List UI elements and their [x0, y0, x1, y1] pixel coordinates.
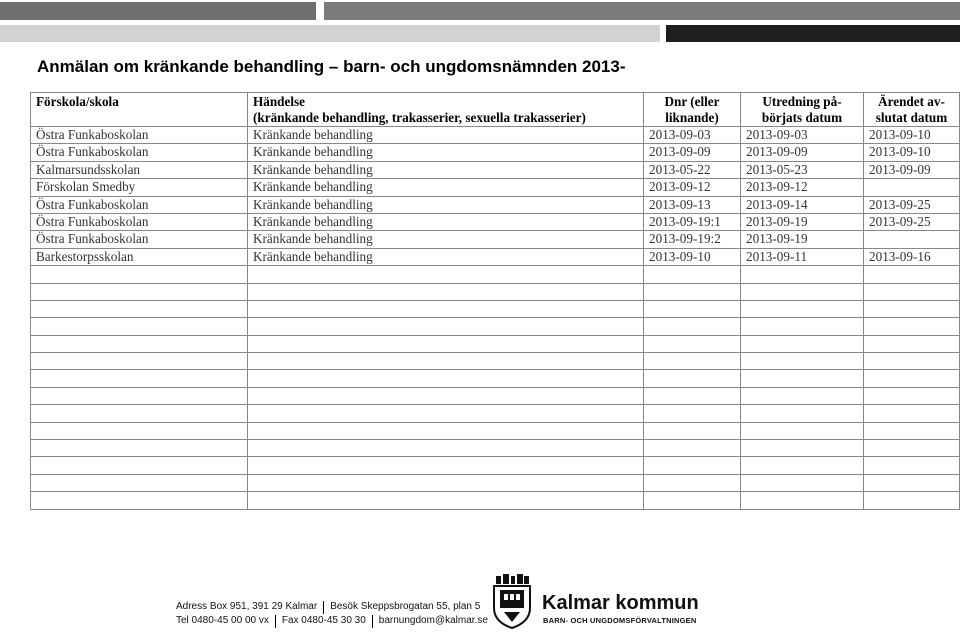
header-bar-segment: [0, 25, 660, 42]
table-row: [31, 144, 960, 161]
cell-case-closed: [864, 231, 960, 248]
table-row: [31, 161, 960, 178]
cell-dnr: [644, 387, 741, 404]
document-header-bars: [0, 0, 960, 44]
cell-case-closed: [864, 179, 960, 196]
header-investigation-started: [741, 93, 864, 127]
cell-event: Kränkande behandling: [248, 179, 644, 196]
table-row: [31, 248, 960, 265]
cell-case-closed: [864, 440, 960, 457]
cell-case-closed: [864, 266, 960, 283]
footer-separator: [275, 615, 276, 628]
cell-event: Kränkande behandling: [248, 144, 644, 161]
cell-school: Förskolan Smedby: [31, 179, 248, 196]
cell-dnr: 2013-09-12: [644, 179, 741, 196]
cell-case-closed: [864, 405, 960, 422]
table-row: [31, 353, 960, 370]
table-row: [31, 196, 960, 213]
header-line: Ärendet av-: [878, 94, 945, 109]
cell-event: [248, 422, 644, 439]
cell-school: [31, 440, 248, 457]
table-row: [31, 231, 960, 248]
incident-register-table: [30, 92, 960, 510]
header-line: börjats datum: [761, 110, 843, 125]
cell-school: [31, 405, 248, 422]
cell-event: Kränkande behandling: [248, 248, 644, 265]
cell-case-closed: [864, 370, 960, 387]
table-row: [31, 387, 960, 404]
table-row: [31, 266, 960, 283]
cell-case-closed: [864, 353, 960, 370]
cell-investigation-started: 2013-09-09: [741, 144, 864, 161]
table-row: [31, 370, 960, 387]
footer-email: barnungdom@kalmar.se: [378, 615, 488, 626]
kalmar-kommun-logo: [490, 572, 710, 630]
header-line: (kränkande behandling, trakasserier, sexuella trakasserier): [253, 110, 586, 125]
cell-case-closed: [864, 283, 960, 300]
footer-separator: [372, 615, 373, 628]
cell-case-closed: [864, 492, 960, 509]
cell-case-closed: 2013-09-25: [864, 196, 960, 213]
cell-event: [248, 440, 644, 457]
cell-dnr: [644, 457, 741, 474]
cell-dnr: [644, 492, 741, 509]
footer-separator: [323, 601, 324, 614]
cell-investigation-started: [741, 405, 864, 422]
cell-case-closed: 2013-09-09: [864, 161, 960, 178]
table-header-row: [31, 93, 960, 127]
cell-school: [31, 266, 248, 283]
cell-event: [248, 457, 644, 474]
table-body: [31, 127, 960, 510]
footer-contact: [176, 600, 488, 628]
cell-investigation-started: [741, 387, 864, 404]
header-event: [248, 93, 644, 127]
cell-dnr: 2013-09-09: [644, 144, 741, 161]
table-row: [31, 283, 960, 300]
header-school: [31, 93, 248, 127]
cell-event: [248, 405, 644, 422]
cell-event: [248, 283, 644, 300]
cell-school: [31, 370, 248, 387]
table-row: [31, 440, 960, 457]
header-bar-segment: [666, 25, 960, 42]
cell-dnr: [644, 283, 741, 300]
cell-event: [248, 370, 644, 387]
cell-case-closed: [864, 387, 960, 404]
table-row: [31, 127, 960, 144]
cell-school: [31, 387, 248, 404]
cell-case-closed: 2013-09-16: [864, 248, 960, 265]
cell-investigation-started: 2013-09-11: [741, 248, 864, 265]
cell-investigation-started: 2013-09-03: [741, 127, 864, 144]
footer-visit-address: Besök Skeppsbrogatan 55, plan 5: [330, 601, 481, 612]
header-line: Händelse: [253, 94, 306, 109]
cell-school: [31, 492, 248, 509]
header-line: Förskola/skola: [36, 94, 119, 109]
cell-event: [248, 300, 644, 317]
header-case-closed: [864, 93, 960, 127]
cell-investigation-started: [741, 353, 864, 370]
cell-investigation-started: [741, 492, 864, 509]
footer-postal-address: Adress Box 951, 391 29 Kalmar: [176, 601, 318, 612]
cell-school: Östra Funkaboskolan: [31, 127, 248, 144]
cell-school: [31, 353, 248, 370]
table-row: [31, 179, 960, 196]
cell-dnr: 2013-09-19:1: [644, 213, 741, 230]
table-row: [31, 457, 960, 474]
cell-school: [31, 335, 248, 352]
header-bar-segment: [324, 2, 960, 20]
table-row: [31, 405, 960, 422]
kalmar-crest-icon: [490, 572, 534, 630]
footer-address-line: [176, 600, 488, 614]
cell-event: [248, 474, 644, 491]
cell-dnr: 2013-09-10: [644, 248, 741, 265]
cell-case-closed: [864, 457, 960, 474]
cell-dnr: [644, 353, 741, 370]
cell-investigation-started: 2013-09-19: [741, 231, 864, 248]
cell-case-closed: [864, 474, 960, 491]
table-row: [31, 213, 960, 230]
cell-school: [31, 474, 248, 491]
table-row: [31, 422, 960, 439]
cell-school: [31, 283, 248, 300]
footer-fax: Fax 0480-45 30 30: [281, 615, 366, 626]
cell-dnr: [644, 474, 741, 491]
cell-investigation-started: [741, 370, 864, 387]
cell-event: Kränkande behandling: [248, 127, 644, 144]
cell-event: Kränkande behandling: [248, 213, 644, 230]
header-line: slutat datum: [875, 110, 948, 125]
cell-event: [248, 353, 644, 370]
cell-investigation-started: 2013-09-14: [741, 196, 864, 213]
cell-case-closed: [864, 318, 960, 335]
cell-dnr: [644, 335, 741, 352]
document-title: Anmälan om kränkande behandling – barn- och ungdomsnämnden 2013-: [37, 57, 626, 76]
cell-dnr: [644, 370, 741, 387]
cell-investigation-started: 2013-09-12: [741, 179, 864, 196]
cell-case-closed: [864, 300, 960, 317]
cell-investigation-started: [741, 318, 864, 335]
cell-school: Östra Funkaboskolan: [31, 196, 248, 213]
header-line: liknande): [665, 110, 719, 125]
cell-investigation-started: 2013-09-19: [741, 213, 864, 230]
table-row: [31, 492, 960, 509]
cell-investigation-started: [741, 440, 864, 457]
cell-dnr: 2013-09-13: [644, 196, 741, 213]
cell-dnr: 2013-05-22: [644, 161, 741, 178]
cell-case-closed: 2013-09-10: [864, 144, 960, 161]
table-row: [31, 474, 960, 491]
cell-school: Östra Funkaboskolan: [31, 213, 248, 230]
cell-case-closed: 2013-09-25: [864, 213, 960, 230]
header-bar-segment: [0, 2, 316, 20]
logo-subtitle: BARN- OCH UNGDOMSFÖRVALTNINGEN: [543, 616, 697, 625]
cell-dnr: [644, 266, 741, 283]
cell-dnr: [644, 422, 741, 439]
header-line: Dnr (eller: [664, 94, 720, 109]
cell-investigation-started: [741, 474, 864, 491]
cell-event: [248, 387, 644, 404]
cell-investigation-started: 2013-05-23: [741, 161, 864, 178]
logo-name: Kalmar kommun: [542, 592, 699, 614]
cell-school: Kalmarsundsskolan: [31, 161, 248, 178]
cell-event: [248, 266, 644, 283]
cell-case-closed: [864, 422, 960, 439]
cell-school: Östra Funkaboskolan: [31, 231, 248, 248]
cell-dnr: [644, 318, 741, 335]
cell-investigation-started: [741, 422, 864, 439]
cell-event: [248, 335, 644, 352]
cell-case-closed: [864, 335, 960, 352]
cell-investigation-started: [741, 335, 864, 352]
cell-dnr: 2013-09-19:2: [644, 231, 741, 248]
cell-event: [248, 318, 644, 335]
cell-event: Kränkande behandling: [248, 161, 644, 178]
cell-school: Barkestorpsskolan: [31, 248, 248, 265]
cell-school: [31, 457, 248, 474]
cell-investigation-started: [741, 266, 864, 283]
cell-school: Östra Funkaboskolan: [31, 144, 248, 161]
cell-school: [31, 422, 248, 439]
header-dnr: [644, 93, 741, 127]
cell-dnr: [644, 405, 741, 422]
cell-investigation-started: [741, 283, 864, 300]
cell-dnr: 2013-09-03: [644, 127, 741, 144]
table-row: [31, 318, 960, 335]
cell-event: Kränkande behandling: [248, 231, 644, 248]
table-row: [31, 335, 960, 352]
cell-school: [31, 300, 248, 317]
cell-school: [31, 318, 248, 335]
cell-dnr: [644, 440, 741, 457]
footer-phone-line: [176, 614, 488, 628]
table-row: [31, 300, 960, 317]
cell-case-closed: 2013-09-10: [864, 127, 960, 144]
cell-dnr: [644, 300, 741, 317]
cell-investigation-started: [741, 300, 864, 317]
cell-event: [248, 492, 644, 509]
cell-investigation-started: [741, 457, 864, 474]
cell-event: Kränkande behandling: [248, 196, 644, 213]
header-line: Utredning på-: [762, 94, 842, 109]
footer-phone: Tel 0480-45 00 00 vx: [176, 615, 269, 626]
